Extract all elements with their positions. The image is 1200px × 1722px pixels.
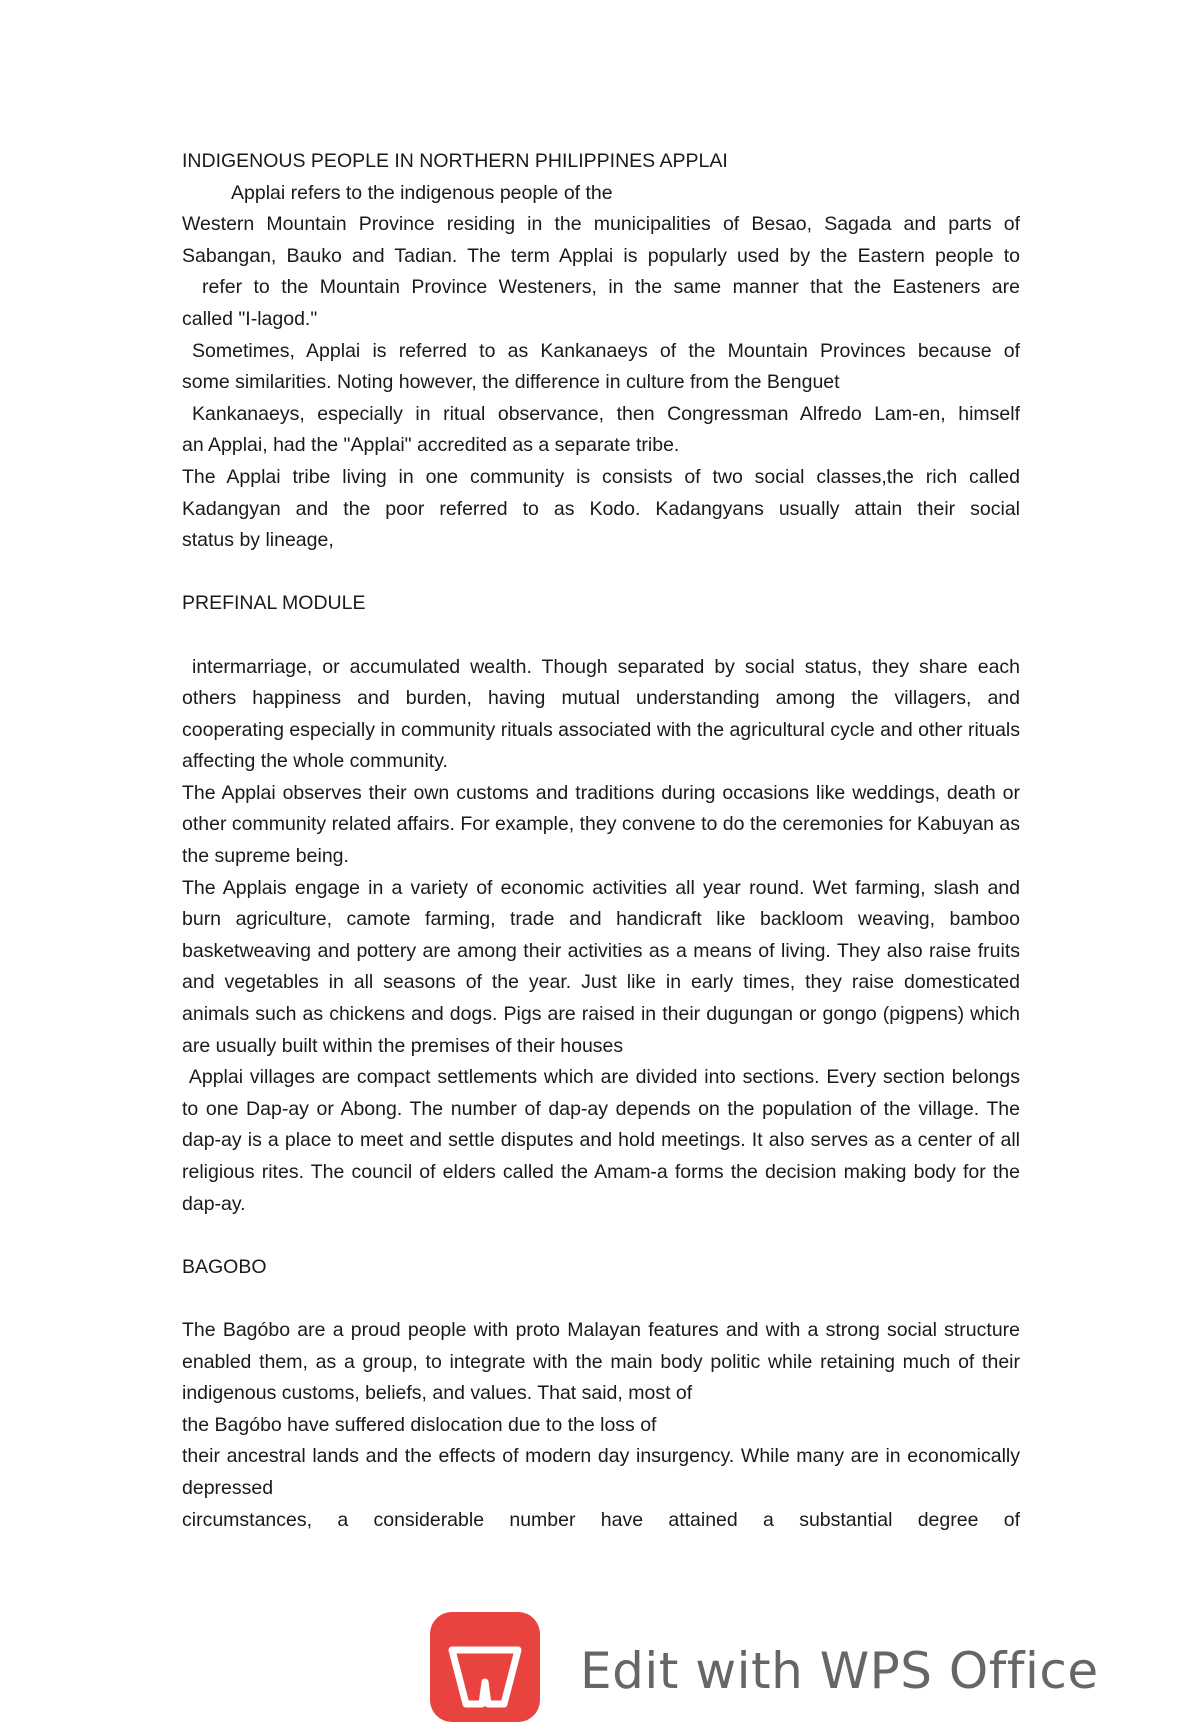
paragraph: their ancestral lands and the effects of modern day insurgency. While many are in economically depressed	[182, 1445, 1020, 1499]
paragraph: Applai villages are compact settlements which are divided into sections. Every section belongs to one Dap-ay or Abong. The number of dap-ay depends on the population of the village. The dap-ay is a place to meet and settle disputes and hold meetings. It also serves as a center of all religious rites. The council of elders called the Amam-a forms the decision making body for the dap-ay.	[182, 1066, 1026, 1215]
text-line: Applai refers to the indigenous people of the	[231, 181, 613, 204]
text-line: Kadangyan and the poor referred to as Kodo. Kadangyans usually attain their social	[182, 497, 1020, 520]
spacer	[182, 557, 1020, 589]
text-line: Sometimes, Applai is referred to as Kankanaeys of the Mountain Provinces because of	[192, 339, 1020, 362]
paragraph: The Applai observes their own customs and traditions during occasions like weddings, death or other community related affairs. For example, they convene to do the ceremonies for Kabuyan as the supreme being.	[182, 781, 1020, 868]
spacer	[182, 1220, 1020, 1252]
document-body	[182, 146, 1026, 1536]
wps-w-icon	[430, 1612, 540, 1722]
text-line: status by lineage,	[182, 529, 334, 552]
text-line: refer to the Mountain Province Westeners, in the same manner that the Easteners are	[202, 276, 1020, 299]
wps-logo-icon	[430, 1612, 540, 1722]
paragraph: The Bagóbo are a proud people with proto Malayan features and with a strong social structure enabled them, as a group, to integrate with the main body politic while retaining much of their indigenous customs, beliefs, and values. That said, most of	[182, 1318, 1020, 1405]
document-title: INDIGENOUS PEOPLE IN NORTHERN PHILIPPINES APPLAI	[182, 150, 728, 172]
text-line: Kankanaeys, especially in ritual observance, then Congressman Alfredo Lam-en, himself	[192, 402, 1020, 425]
spacer	[182, 620, 1020, 652]
wps-watermark[interactable]	[430, 1612, 1099, 1700]
paragraph: intermarriage, or accumulated wealth. Though separated by social status, they share each others happiness and burden, having mutual understanding among the villagers, and cooperating especially in community rituals associated with the agricultural cycle and other rituals affecting the whole community.	[182, 655, 1026, 773]
paragraph: the Bagóbo have suffered dislocation due to the loss of	[182, 1413, 657, 1436]
paragraph: circumstances, a considerable number have attained a substantial degree of	[182, 1508, 1020, 1531]
text-line: Sabangan, Bauko and Tadian. The term Applai is popularly used by the Eastern people to	[182, 244, 1020, 267]
section-heading-bagobo: BAGOBO	[182, 1255, 267, 1278]
text-line: some similarities. Noting however, the difference in culture from the Benguet	[182, 371, 840, 394]
section-heading-prefinal: PREFINAL MODULE	[182, 592, 366, 615]
paragraph: The Applais engage in a variety of economic activities all year round. Wet farming, slash and burn agriculture, camote farming, trade and handicraft like backloom weaving, bamboo basketweaving and pottery are among their activities as a means of living. They also raise fruits and vegetables in all seasons of the year. Just like in early times, they raise domesticated animals such as chickens and dogs. Pigs are raised in their dugungan or gongo (pigpens) which are usually built within the premises of their houses	[182, 876, 1020, 1057]
text-line: The Applai tribe living in one community is consists of two social classes,the rich called	[182, 465, 1020, 488]
spacer	[182, 1283, 1020, 1315]
wps-watermark-text: Edit with WPS Office	[580, 1642, 1099, 1700]
text-line: called "I-lagod."	[182, 307, 318, 330]
text-line: Western Mountain Province residing in the municipalities of Besao, Sagada and parts of	[182, 213, 1020, 236]
text-line: an Applai, had the "Applai" accredited as a separate tribe.	[182, 434, 680, 457]
